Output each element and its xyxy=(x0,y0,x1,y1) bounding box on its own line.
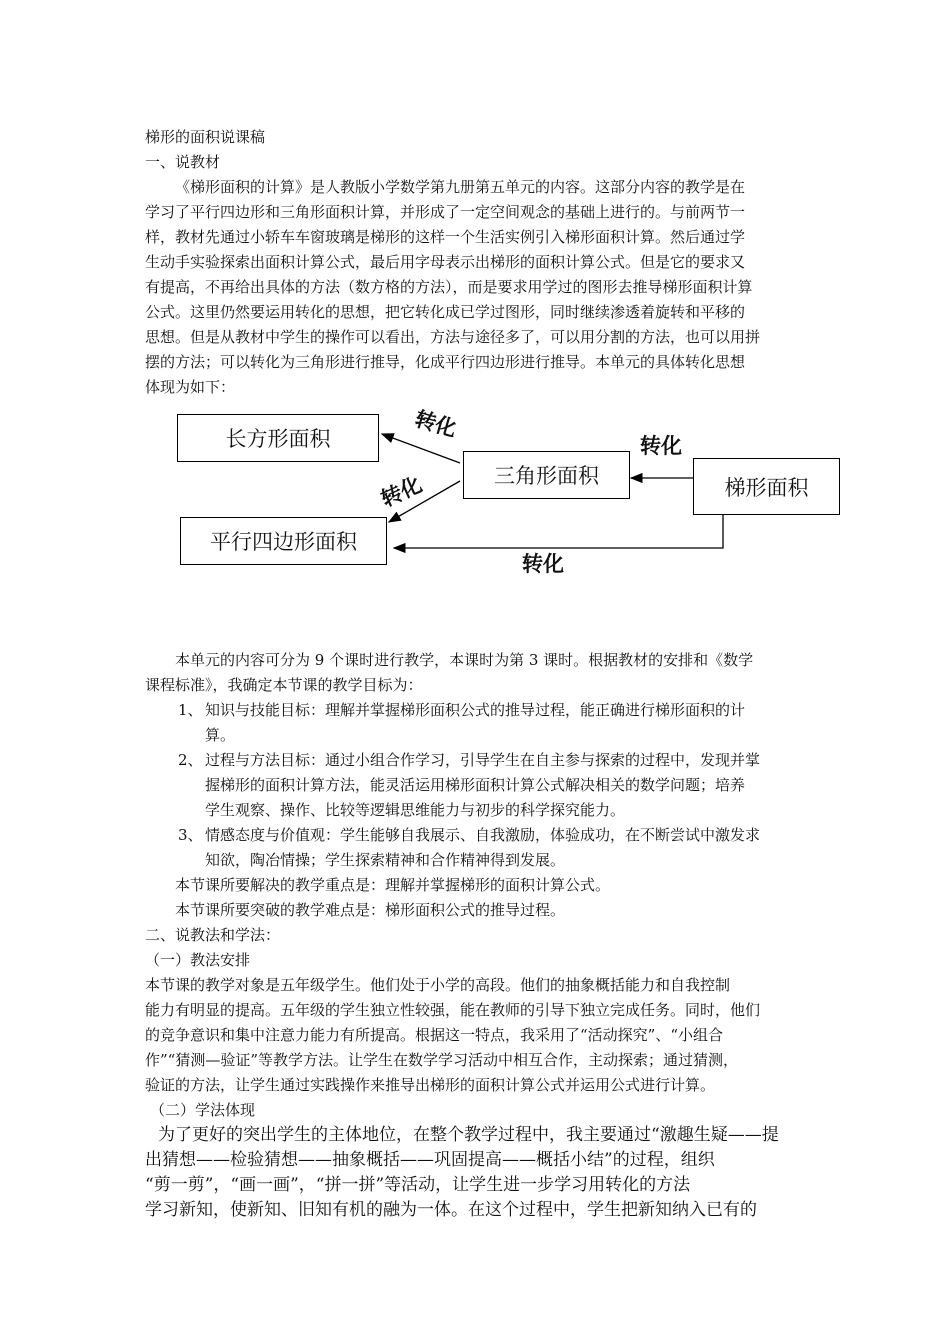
paragraph-1-line: 有提高，不再给出具体的方法（数方格的方法），而是要求用学过的图形去推导梯形面积计算 xyxy=(145,278,753,296)
paragraph-1-line: 摆的方法；可以转化为三角形进行推导，化成平行四边形进行推导。本单元的具体转化思想 xyxy=(145,353,746,371)
paragraph-1-line: 体现为如下： xyxy=(145,378,236,396)
section-2-1-heading: （一）教法安排 xyxy=(145,951,251,969)
paragraph-2-line: 课程标准》，我确定本节课的教学目标为： xyxy=(145,676,423,694)
paragraph-4-line: 学习新知，使新知、旧知有机的融为一体。在这个过程中，学生把新知纳入已有的 xyxy=(145,1200,757,1220)
paragraph-1-line: 思想。但是从教材中学生的操作可以看出，方法与途径多了，可以用分割的方法，也可以用拼 xyxy=(145,328,761,346)
doc-title: 梯形的面积说课稿 xyxy=(145,128,266,146)
goal-2-line: 过程与方法目标：通过小组合作学习，引导学生在自主参与探索的过程中，发现并掌 xyxy=(205,751,761,769)
section-2-2-heading: （二）学法体现 xyxy=(150,1101,256,1119)
convert-label-parallelogram: 转化 xyxy=(377,472,426,512)
paragraph-3-line: 能力有明显的提高。五年级的学生独立性较强，能在教师的引导下独立完成任务。同时，他们 xyxy=(145,1001,761,1019)
paragraph-3-line: 本节课的教学对象是五年级学生。他们处于小学的高段。他们的抽象概括能力和自我控制 xyxy=(145,976,731,994)
paragraph-4-line: “剪一剪”，“画一画”，“拼一拼”等活动，让学生进一步学习用转化的方法 xyxy=(145,1175,691,1195)
convert-label-bottom: 转化 xyxy=(522,552,564,576)
parallelogram-area-box: 平行四边形面积 xyxy=(180,517,387,565)
paragraph-1-line: 公式。这里仍然要运用转化的思想，把它转化成已学过图形，同时继续渗透着旋转和平移的 xyxy=(145,303,746,321)
paragraph-4-line: 为了更好的突出学生的主体地位，在整个教学过程中，我主要通过“激趣生疑——提 xyxy=(158,1125,779,1145)
paragraph-1-line: 样，教材先通过小轿车车窗玻璃是梯形的这样一个生活实例引入梯形面积计算。然后通过学 xyxy=(145,228,746,246)
goal-3-line: 情感态度与价值观：学生能够自我展示、自我激励，体验成功，在不断尝试中激发求 xyxy=(205,826,761,844)
paragraph-3-line: 验证的方法，让学生通过实践操作来推导出梯形的面积计算公式并运用公式进行计算。 xyxy=(145,1076,716,1094)
paragraph-1-line: 生动手实验探索出面积计算公式，最后用字母表示出梯形的面积计算公式。但是它的要求又 xyxy=(145,253,746,271)
goal-2-number: 2、 xyxy=(178,751,203,769)
key-point: 本节课所要解决的教学重点是：理解并掌握梯形的面积计算公式。 xyxy=(175,876,611,894)
paragraph-3-line: 作”“猜测—验证”等教学方法。让学生在数学学习活动中相互合作，主动探索；通过猜测， xyxy=(145,1051,739,1069)
section-1-heading: 一、说教材 xyxy=(145,153,221,171)
goal-2-line: 握梯形的面积计算方法，能灵活运用梯形面积计算公式解决相关的数学问题；培养 xyxy=(205,776,746,794)
goal-3-number: 3、 xyxy=(178,826,203,844)
convert-label-rectangle: 转化 xyxy=(412,406,460,442)
rectangle-area-box: 长方形面积 xyxy=(177,414,379,462)
goal-1-line: 算。 xyxy=(205,726,236,744)
goal-1-line: 知识与技能目标：理解并掌握梯形面积公式的推导过程，能正确进行梯形面积的计 xyxy=(205,701,746,719)
goal-2-line: 学生观察、操作、比较等逻辑思维能力与初步的科学探究能力。 xyxy=(205,801,626,819)
paragraph-3-line: 的竞争意识和集中注意力能力有所提高。根据这一特点，我采用了“活动探究”、“小组合 xyxy=(145,1026,724,1044)
triangle-area-box: 三角形面积 xyxy=(463,451,630,499)
paragraph-2-line: 本单元的内容可分为 9 个课时进行教学，本课时为第 3 课时。根据教材的安排和《数学 xyxy=(175,651,754,669)
paragraph-1-line: 《梯形面积的计算》是人教版小学数学第九册第五单元的内容。这部分内容的教学是在 xyxy=(175,178,746,196)
trapezoid-area-box: 梯形面积 xyxy=(693,458,840,515)
paragraph-1-line: 学习了平行四边形和三角形面积计算，并形成了一定空间观念的基础上进行的。与前两节一 xyxy=(145,203,746,221)
difficulty-point: 本节课所要突破的教学难点是：梯形面积公式的推导过程。 xyxy=(175,901,566,919)
arrow-trapezoid-to-parallelogram xyxy=(394,513,723,548)
goal-3-line: 知欲，陶冶情操；学生探索精神和合作精神得到发展。 xyxy=(205,851,566,869)
paragraph-4-line: 出猜想——检验猜想——抽象概括——巩固提高——概括小结”的过程，组织 xyxy=(145,1150,715,1170)
section-2-heading: 二、说教法和学法： xyxy=(145,926,281,944)
convert-label-triangle: 转化 xyxy=(640,434,682,458)
goal-1-number: 1、 xyxy=(178,701,203,719)
